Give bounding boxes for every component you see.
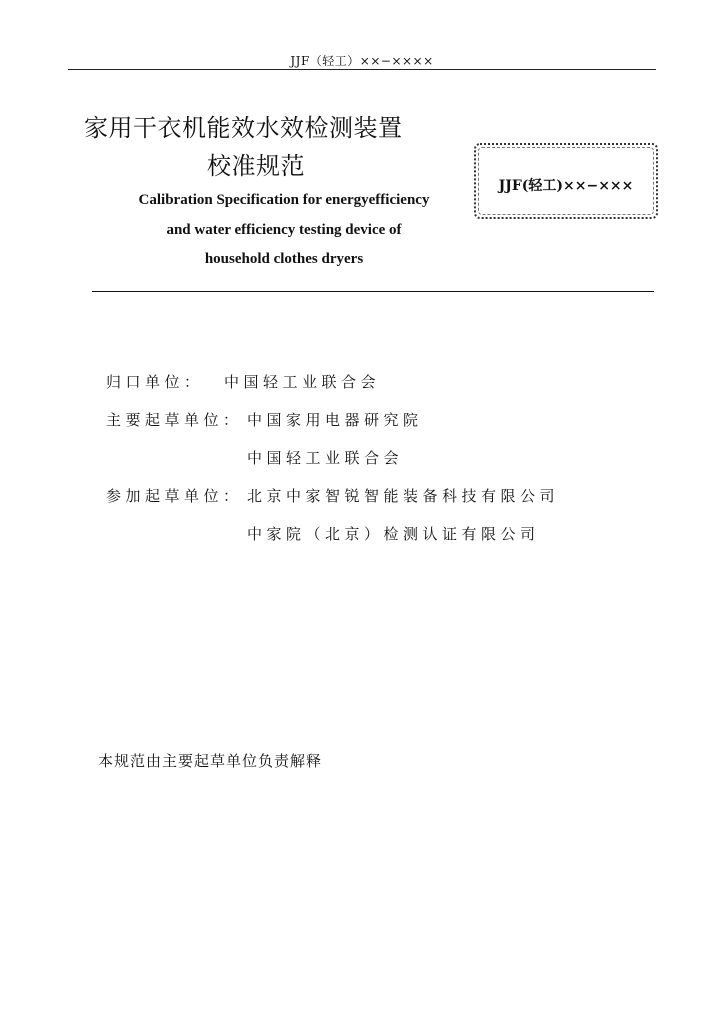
centralized-unit-label: 归口单位： xyxy=(106,373,204,391)
header-divider xyxy=(68,69,656,70)
title-english-line-3: household clothes dryers xyxy=(204,251,364,267)
participating-unit-value-1: 北京中家智锐智能装备科技有限公司 xyxy=(247,487,560,505)
main-drafting-unit-value-2: 中国轻工业联合会 xyxy=(247,449,404,467)
main-drafting-unit-value-1: 中国家用电器研究院 xyxy=(247,411,423,429)
title-chinese-line-2: 校准规范 xyxy=(207,152,305,180)
title-english xyxy=(110,186,458,275)
main-drafting-unit-label: 主要起草单位： xyxy=(106,411,243,429)
title-english-line-1: Calibration Specification for energyefficiency xyxy=(138,192,430,208)
header-document-code: JJF（轻工）××−×××× xyxy=(290,54,434,68)
centralized-unit-value: 中国轻工业联合会 xyxy=(224,373,381,391)
participating-unit-label: 参加起草单位： xyxy=(106,487,243,505)
title-divider xyxy=(92,291,654,292)
stamp-code: JJF(轻工)××−××× xyxy=(498,178,634,194)
title-chinese-line-1: 家用干衣机能效水效检测装置 xyxy=(84,114,403,142)
title-english-line-2: and water efficiency testing device of xyxy=(166,221,402,238)
participating-unit-value-2: 中家院（北京）检测认证有限公司 xyxy=(247,525,540,543)
interpretation-note: 本规范由主要起草单位负责解释 xyxy=(98,752,323,770)
